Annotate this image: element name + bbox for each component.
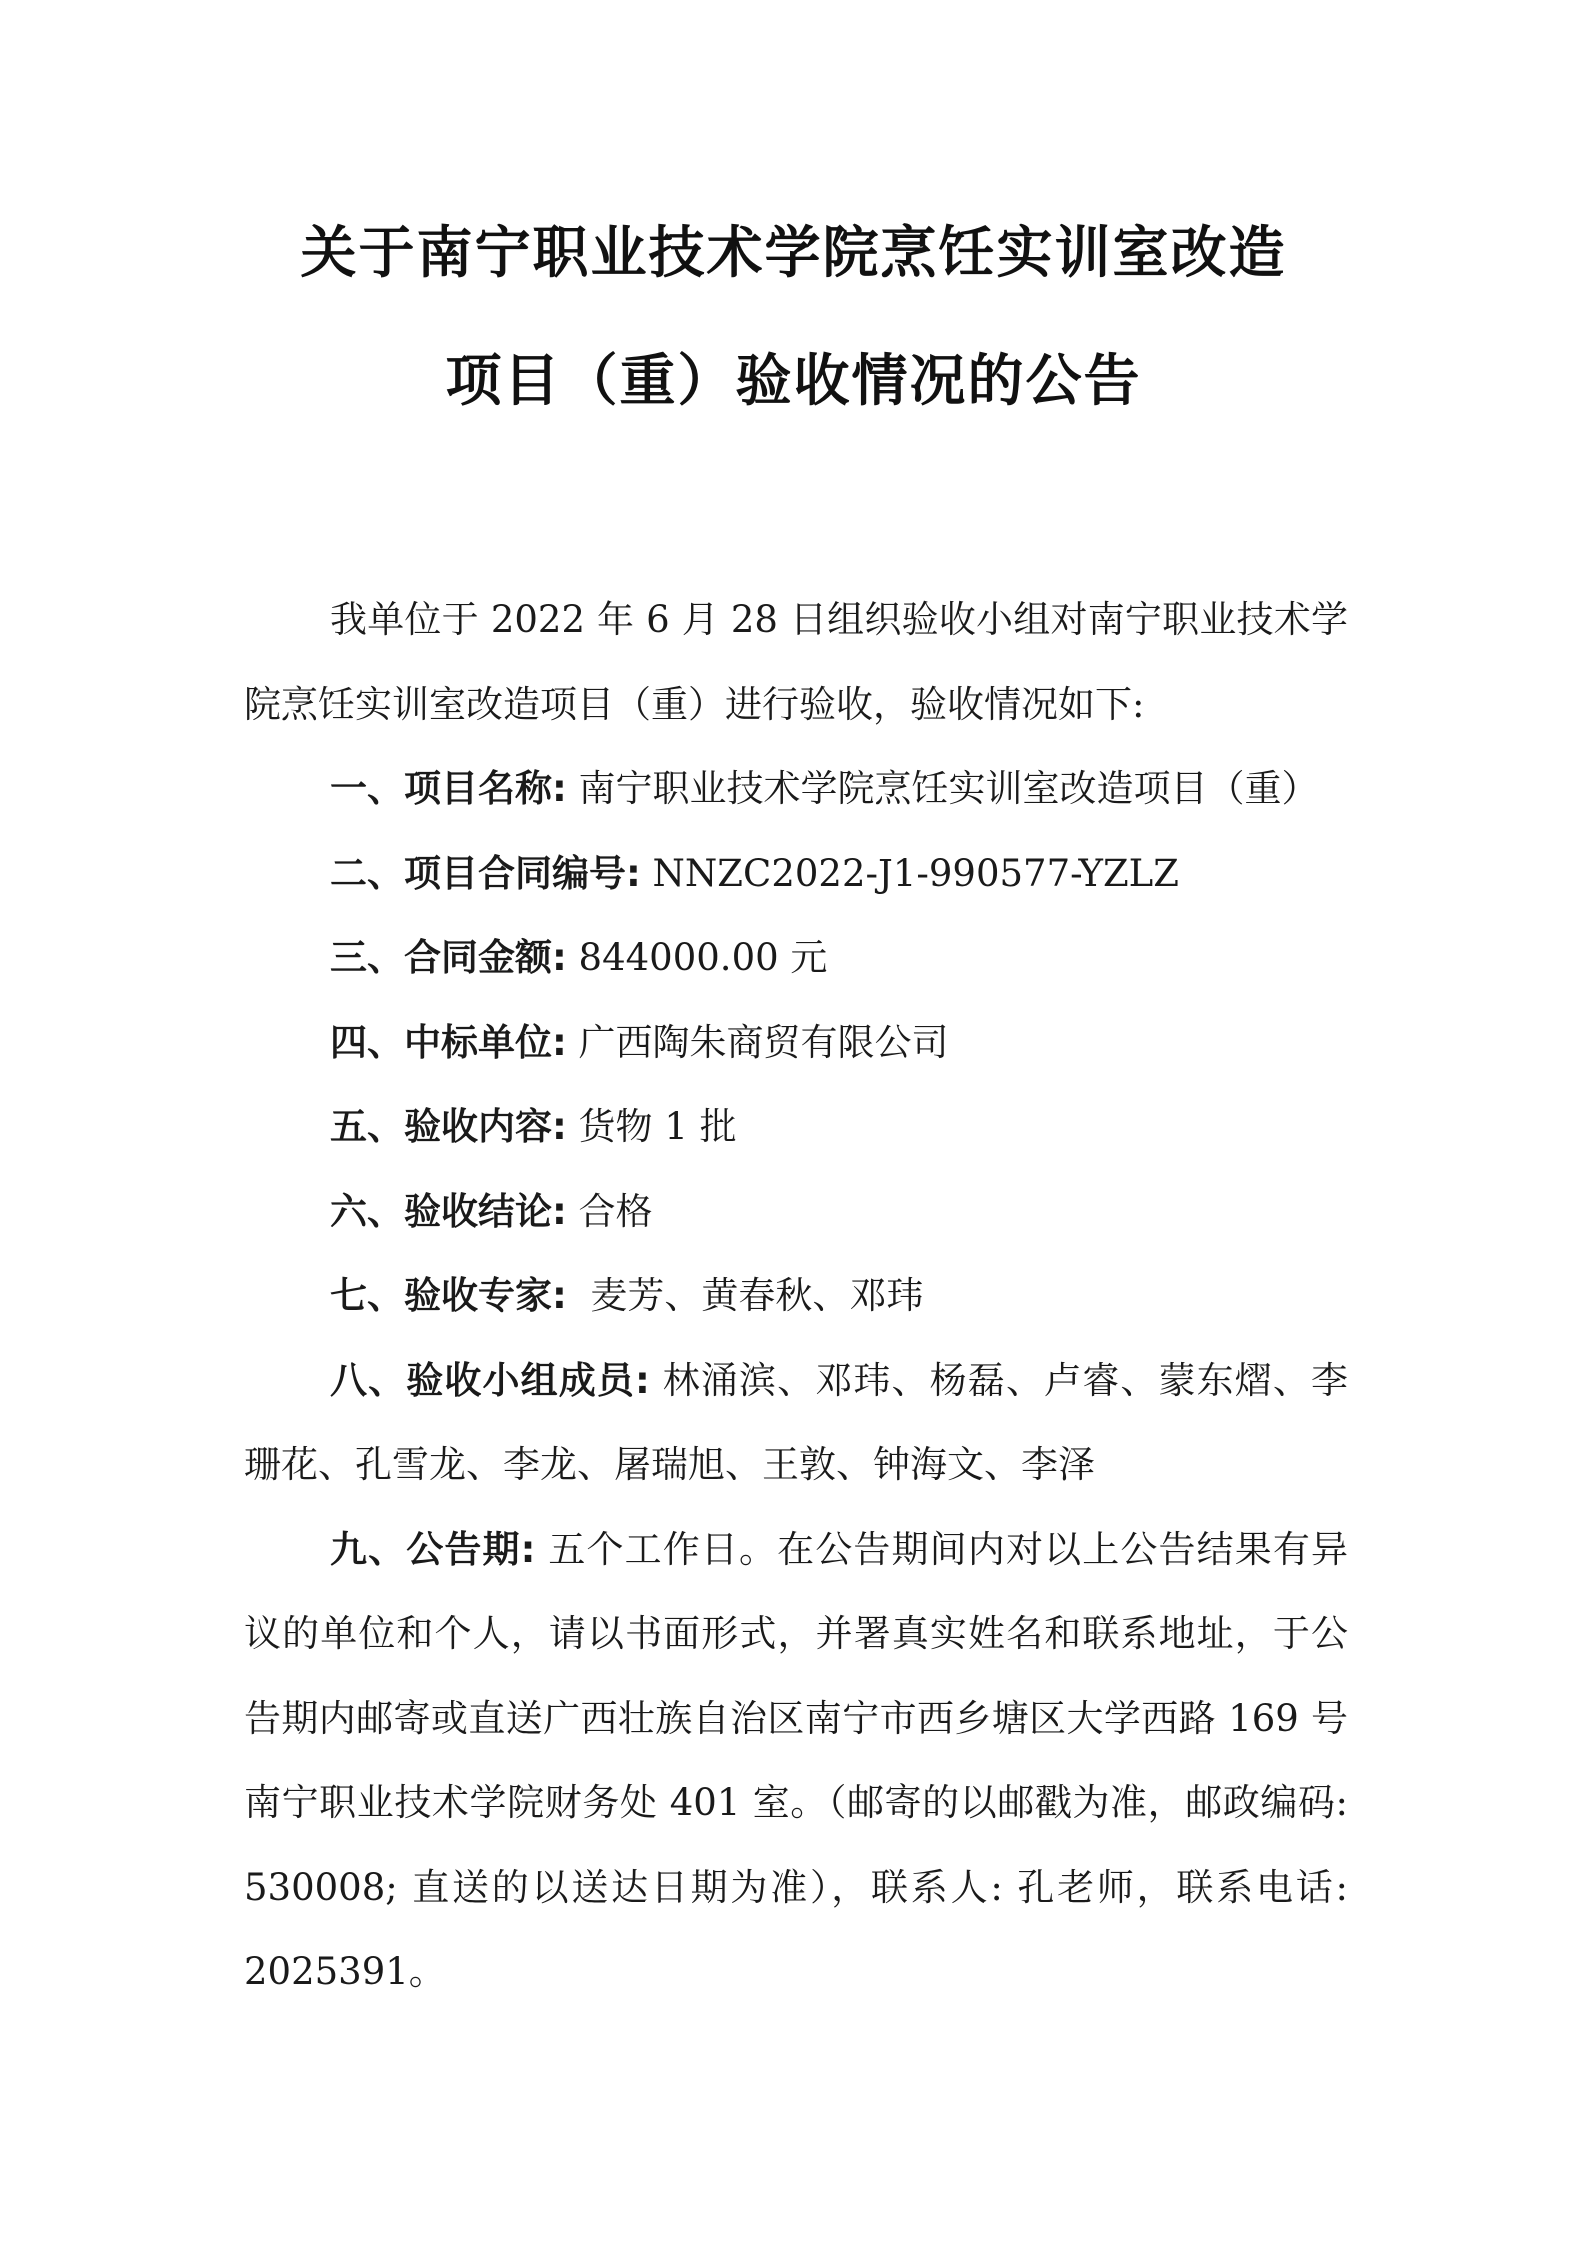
- item-value: 货物 1 批: [566, 1105, 737, 1148]
- item-label: 一、项目名称:: [330, 767, 567, 810]
- item-contract-number: [244, 832, 1348, 917]
- item-acceptance-content: [244, 1085, 1348, 1170]
- item-label: 三、合同金额:: [330, 936, 567, 979]
- item-value: 五个工作日。在公告期间内对以上公告结果有异议的单位和个人，请以书面形式，并署真实姓名和联系地址，于公告期内邮寄或直送广西壮族自治区南宁市西乡塘区大学西路 169 号南宁职业技术学院财务处 401 室。（邮寄的以邮戳为准，邮政编码: 530008; 直送的以送达日期为准），联系人: 孔老师，联系电话: 2025391。: [244, 1527, 1349, 1993]
- item-acceptance-team: [244, 1339, 1348, 1508]
- item-value: 麦芳、黄春秋、邓玮: [566, 1274, 924, 1317]
- item-label: 八、验收小组成员:: [330, 1358, 650, 1402]
- item-label: 二、项目合同编号:: [330, 851, 641, 895]
- item-value: 广西陶朱商贸有限公司: [566, 1020, 949, 1064]
- item-project-name: [244, 747, 1348, 832]
- item-contract-amount: [244, 916, 1348, 1001]
- item-label: 五、验收内容:: [330, 1105, 567, 1148]
- title-line-2: 项目（重）验收情况的公告: [445, 349, 1142, 414]
- item-winning-bidder: [244, 1001, 1348, 1086]
- item-value: 林涌滨、邓玮、杨磊、卢睿、蒙东熠、李珊花、孔雪龙、李龙、屠瑞旭、王敦、钟海文、李泽: [244, 1358, 1348, 1486]
- intro-paragraph: 我单位于 2022 年 6 月 28 日组织验收小组对南宁职业技术学院烹饪实训室改造项目（重）进行验收，验收情况如下:: [244, 598, 1348, 726]
- item-label: 四、中标单位:: [330, 1020, 567, 1064]
- item-value: 844000.00 元: [566, 936, 828, 979]
- item-value: 南宁职业技术学院烹饪实训室改造项目（重）: [566, 767, 1319, 810]
- title-line-1: 关于南宁职业技术学院烹饪实训室改造: [300, 221, 1287, 286]
- item-acceptance-experts: [244, 1254, 1348, 1339]
- announcement-body: [244, 578, 1348, 2015]
- item-label: 九、公告期:: [330, 1527, 536, 1571]
- item-acceptance-conclusion: [244, 1170, 1348, 1255]
- item-value: NNZC2022-J1-990577-YZLZ: [640, 851, 1179, 895]
- item-value: 合格: [566, 1189, 653, 1233]
- item-announcement-period: [244, 1508, 1348, 2015]
- item-label: 七、验收专家:: [330, 1274, 567, 1317]
- item-label: 六、验收结论:: [330, 1189, 567, 1233]
